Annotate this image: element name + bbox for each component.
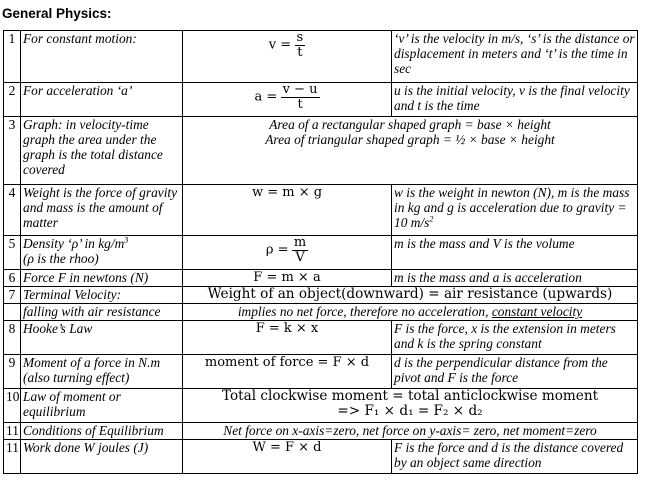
table-row <box>4 321 638 355</box>
note-superscript: 2 <box>429 214 434 224</box>
row-number: 2 <box>4 83 21 117</box>
row-topic: Weight is the force of gravity and mass is the amount of matter <box>21 185 183 236</box>
terminal-velocity-explanation <box>183 304 638 321</box>
row-area-formulas <box>183 117 638 185</box>
table-row <box>4 236 638 270</box>
row-note <box>392 185 638 236</box>
row-topic: Terminal Velocity: <box>21 287 183 304</box>
table-row <box>4 270 638 287</box>
area-rectangle-line: Area of a rectangular shaped graph = base × height <box>269 117 551 132</box>
equilibrium-conditions: Net force on x-axis=zero, net force on y-axis= zero, net moment=zero <box>183 423 638 440</box>
table-row <box>4 117 638 185</box>
row-formula: F = k × x <box>183 321 392 355</box>
area-triangle-line: Area of triangular shaped graph = ½ × base × height <box>265 132 555 147</box>
formula-fraction <box>292 236 308 265</box>
row-topic: Graph: in velocity-time graph the area under the graph is the total distance covered <box>21 117 183 185</box>
row-note: d is the perpendicular distance from the pivot and F is the force <box>392 355 638 389</box>
row-number: 1 <box>4 31 21 83</box>
row-note: m is the mass and V is the volume <box>392 236 638 270</box>
moment-equations <box>183 389 638 423</box>
formula-lhs: a = <box>254 89 278 105</box>
formula-lhs: ρ = <box>265 242 289 258</box>
explanation-text: implies no net force, therefore no acceleration, <box>237 304 489 319</box>
row-formula: w = m × g <box>183 185 392 236</box>
row-number: 5 <box>4 236 21 270</box>
note-text: w is the weight in newton (N), m is the mass in kg and g is acceleration due to gravity = 10 m/s <box>394 185 630 230</box>
formula-table <box>3 30 638 474</box>
row-number: 11 <box>4 423 21 440</box>
formula-fraction <box>281 83 320 112</box>
terminal-velocity-equation: Weight of an object(downward) = air resistance (upwards) <box>183 287 638 304</box>
formula-fraction <box>295 31 306 60</box>
row-note: F is the force and d is the distance covered by an object same direction <box>392 440 638 474</box>
table-row <box>4 440 638 474</box>
row-note: F is the force, x is the extension in meters and k is the spring constant <box>392 321 638 355</box>
row-number-blank <box>4 304 21 321</box>
row-topic: For constant motion: <box>21 31 183 83</box>
row-note: ‘v’ is the velocity in m/s, ‘s’ is the distance or displacement in meters and ‘t’ is the time in sec <box>392 31 638 83</box>
table-row <box>4 287 638 304</box>
row-number: 9 <box>4 355 21 389</box>
row-topic <box>21 236 183 270</box>
row-formula: moment of force = F × d <box>183 355 392 389</box>
underlined-term: constant velocity <box>491 304 583 319</box>
moment-equation-line2: => F₁ × d₁ = F₂ × d₂ <box>337 403 483 419</box>
row-note: m is the mass and a is acceleration <box>392 270 638 287</box>
row-formula <box>183 31 392 83</box>
row-topic: Moment of a force in N.m (also turning effect) <box>21 355 183 389</box>
page-heading: General Physics: <box>2 6 112 21</box>
row-number: 4 <box>4 185 21 236</box>
fraction-denominator: t <box>295 45 306 60</box>
fraction-denominator: t <box>281 97 320 112</box>
row-topic: Hooke’s Law <box>21 321 183 355</box>
table-row <box>4 423 638 440</box>
row-topic: For acceleration ‘a’ <box>21 83 183 117</box>
table-row <box>4 304 638 321</box>
topic-superscript: 3 <box>124 235 129 245</box>
fraction-numerator: m <box>293 235 307 250</box>
moment-equation-line1: Total clockwise moment = total anticlockwise moment <box>221 388 599 404</box>
fraction-numerator: v − u <box>282 82 318 97</box>
table-row <box>4 83 638 117</box>
row-number: 10 <box>4 389 21 423</box>
fraction-numerator: s <box>296 30 304 45</box>
table-row <box>4 31 638 83</box>
table-row <box>4 355 638 389</box>
row-formula <box>183 236 392 270</box>
row-number: 6 <box>4 270 21 287</box>
topic-text: Density ‘ρ’ in kg/m <box>23 236 125 251</box>
row-topic: Force F in newtons (N) <box>21 270 183 287</box>
table-row <box>4 185 638 236</box>
row-number: 8 <box>4 321 21 355</box>
row-formula: W = F × d <box>183 440 392 474</box>
formula-lhs: v = <box>268 37 292 53</box>
row-topic: Conditions of Equilibrium <box>21 423 183 440</box>
row-number: 3 <box>4 117 21 185</box>
row-topic-continuation: falling with air resistance <box>21 304 183 321</box>
fraction-denominator: V <box>292 250 308 265</box>
row-number: 7 <box>4 287 21 304</box>
row-formula <box>183 83 392 117</box>
row-note: u is the initial velocity, v is the final velocity and t is the time <box>392 83 638 117</box>
row-topic: Work done W joules (J) <box>21 440 183 474</box>
row-formula: F = m × a <box>183 270 392 287</box>
row-number: 11 <box>4 440 21 474</box>
row-topic: Law of moment or equilibrium <box>21 389 183 423</box>
topic-line2: (ρ is the rhoo) <box>23 251 99 266</box>
table-row <box>4 389 638 423</box>
